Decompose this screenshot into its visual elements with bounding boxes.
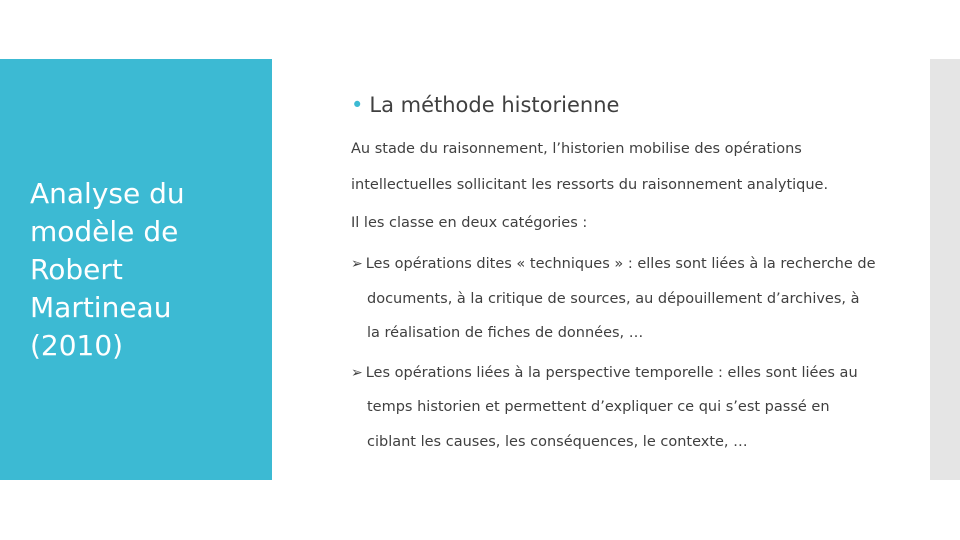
slide-title-line: Analyse du bbox=[30, 177, 185, 210]
slide-title-line: (2010) bbox=[30, 329, 124, 362]
list-item-techniques bbox=[351, 256, 876, 272]
paragraph-line: intellectuelles sollicitant les ressorts du raisonnement analytique. bbox=[351, 177, 829, 193]
slide-title-line: Robert bbox=[30, 253, 123, 286]
list-item-text: Les opérations liées à la perspective temporelle : elles sont liées au bbox=[365, 365, 858, 381]
slide-title-line: modèle de bbox=[30, 215, 179, 248]
list-item-continuation: la réalisation de fiches de données, … bbox=[367, 325, 644, 341]
right-gray-strip bbox=[930, 59, 960, 480]
paragraph-line: Il les classe en deux catégories : bbox=[351, 215, 588, 231]
list-item-temporelle bbox=[351, 365, 858, 381]
list-item-continuation: documents, à la critique de sources, au dépouillement d’archives, à bbox=[367, 291, 860, 307]
list-item-text: Les opérations dites « techniques » : elles sont liées à la recherche de bbox=[365, 256, 876, 272]
section-heading-text: La méthode historienne bbox=[369, 93, 620, 117]
paragraph-line: Au stade du raisonnement, l’historien mobilise des opérations bbox=[351, 141, 802, 157]
bullet-icon: • bbox=[351, 93, 364, 117]
list-item-continuation: temps historien et permettent d’expliquer ce qui s’est passé en bbox=[367, 399, 830, 415]
slide-title-line: Martineau bbox=[30, 291, 172, 324]
arrow-bullet-icon: ➢ bbox=[351, 365, 363, 381]
section-heading bbox=[351, 93, 619, 117]
slide-title bbox=[30, 175, 265, 365]
list-item-continuation: ciblant les causes, les conséquences, le contexte, … bbox=[367, 434, 748, 450]
arrow-bullet-icon: ➢ bbox=[351, 256, 363, 272]
